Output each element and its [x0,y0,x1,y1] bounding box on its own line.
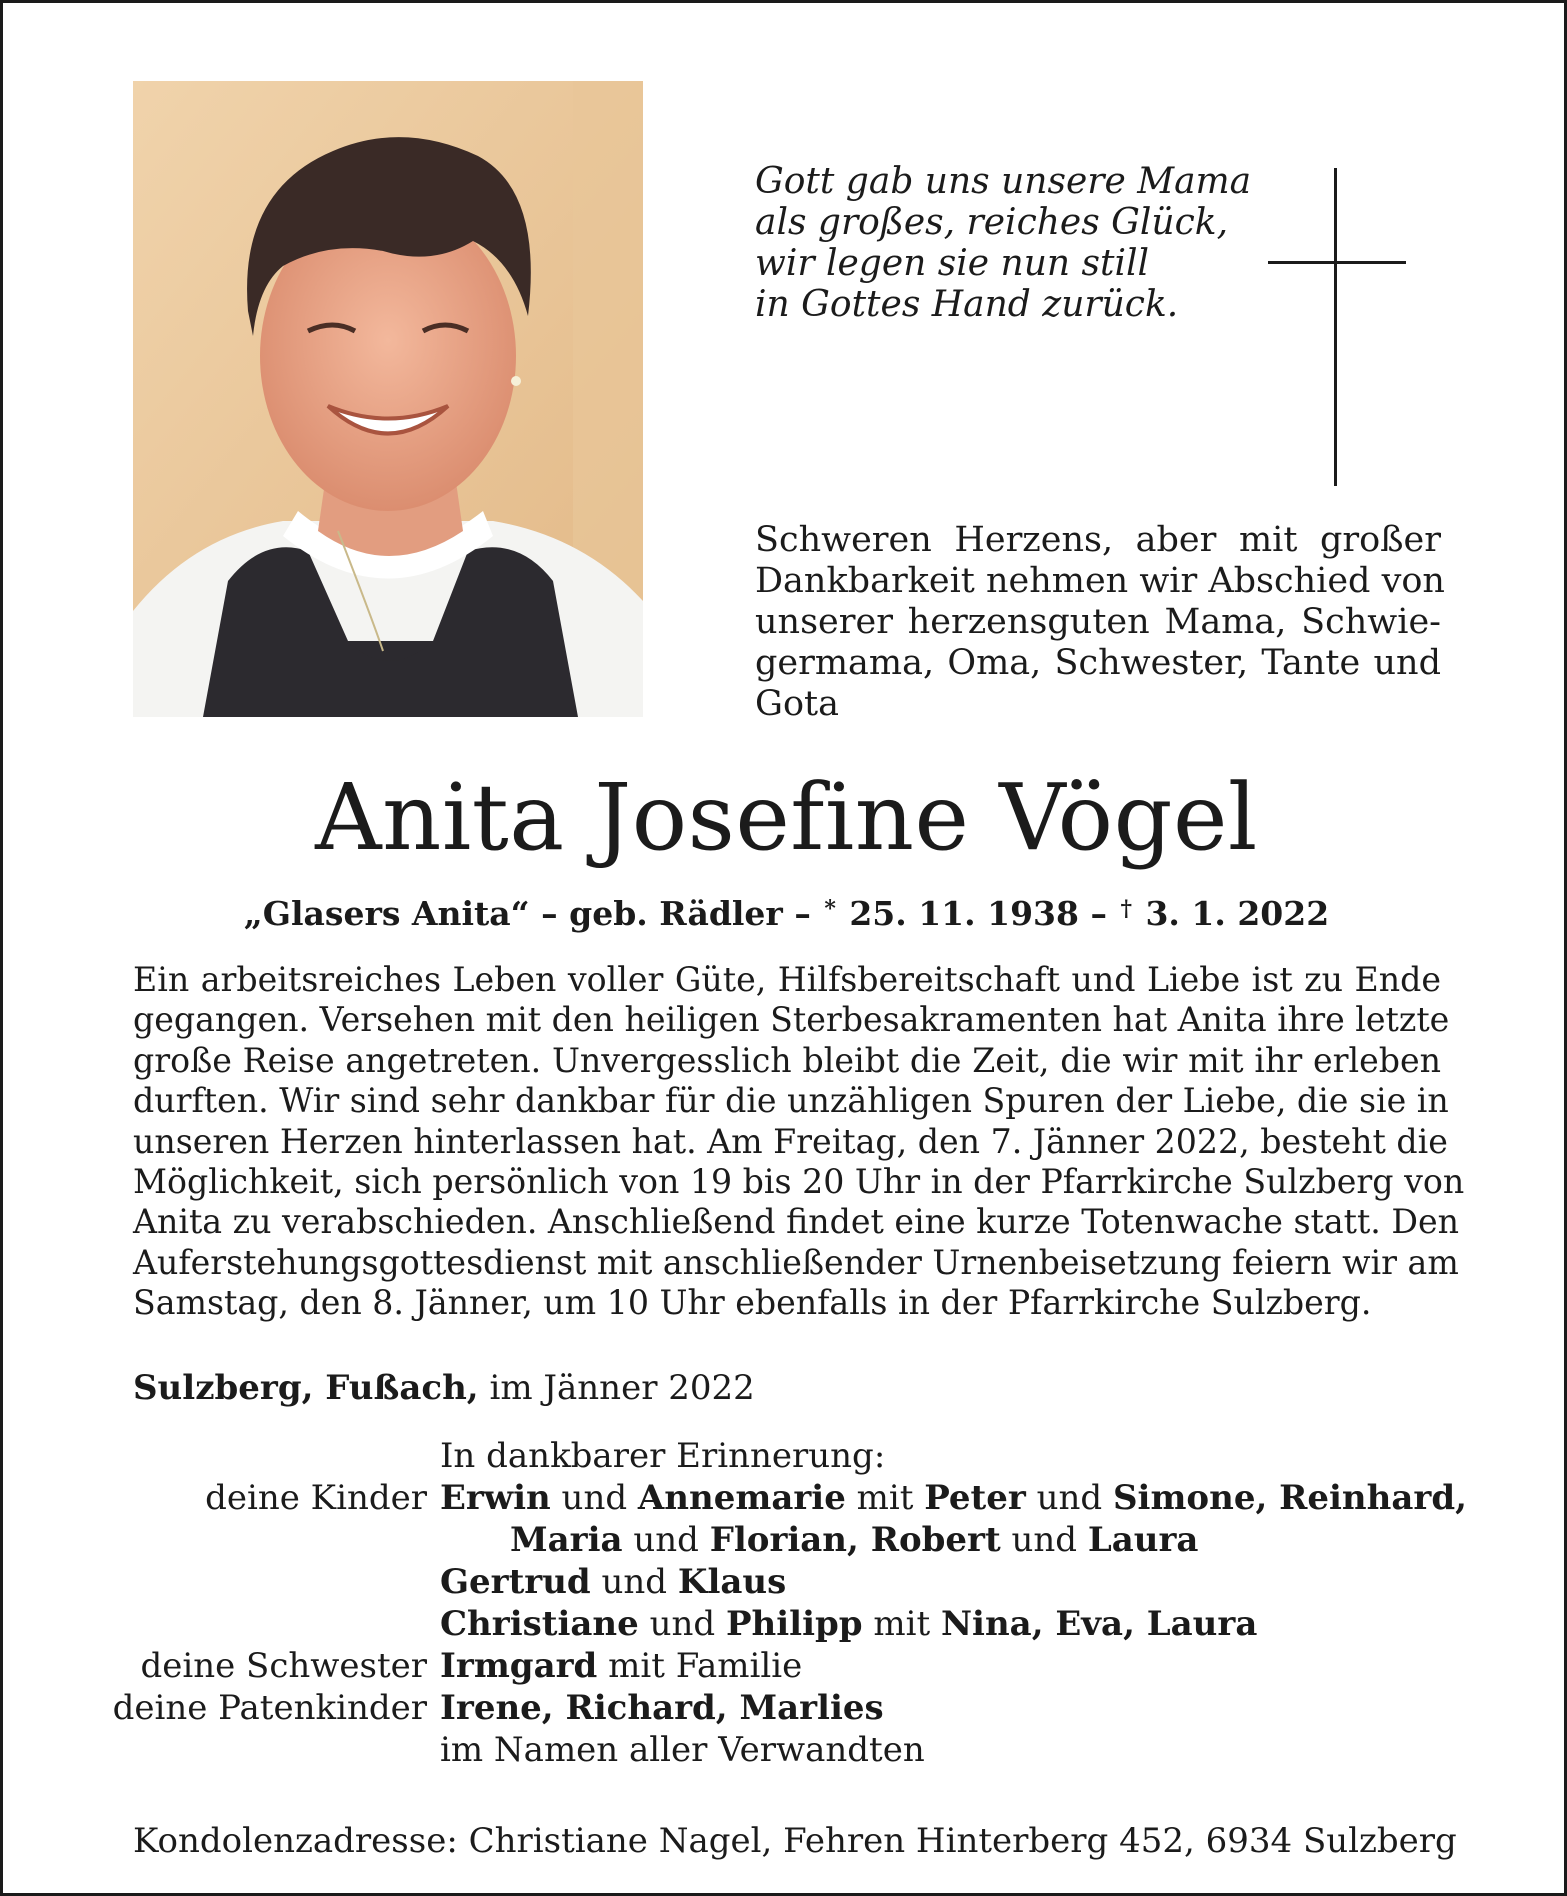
person-name: Laura [1087,1520,1199,1560]
family-heading: In dankbarer Erinnerung: [440,1436,886,1476]
cross-horizontal-bar [1268,261,1406,264]
separator-dash: – [529,894,570,933]
relation-names [440,1687,884,1729]
body-line: Möglichkeit, sich persönlich von 19 bis 20 Uhr in der Pfarrkirche Sulzberg von [133,1161,1465,1201]
relation-names [440,1477,1467,1519]
connector-text: und [1000,1520,1088,1560]
poem-line: wir legen sie nun still [755,243,1149,284]
relation-names [440,1645,802,1687]
family-row [3,1561,1567,1603]
cross-icon [1268,168,1408,486]
relation-label: deine Schwester [140,1646,427,1686]
cross-vertical-bar [1334,168,1337,486]
connector-text: und [1025,1478,1113,1518]
poem-line: in Gottes Hand zurück. [755,284,1179,325]
portrait-photo [133,81,643,717]
death-date: 3. 1. 2022 [1133,894,1330,933]
relation-names [440,1603,1257,1645]
person-name: Simone, Reinhard, [1112,1478,1467,1518]
family-row [3,1729,1567,1771]
body-line: durften. Wir sind sehr dankbar für die unzähligen Spuren der Liebe, die sie in [133,1081,1449,1121]
intro-line: Schweren Herzens, aber mit großer [755,520,1441,560]
family-row [3,1645,1567,1687]
connector-text: mit Familie [597,1646,803,1686]
family-row [3,1687,1567,1729]
person-name: Maria [510,1520,623,1560]
separator-dash: – [1078,894,1119,933]
person-name: Gertrud [440,1562,591,1602]
person-name: Florian, Robert [709,1520,1001,1560]
nickname: „Glasers Anita“ [243,894,530,933]
intro-line: Dankbarkeit nehmen wir Abschied von [755,561,1445,601]
born-name: geb. Rädler [569,894,783,933]
closing-line: im Namen aller Verwandten [440,1730,925,1770]
person-name: Philipp [725,1604,863,1644]
person-name: Irene, Richard, Marlies [440,1688,884,1728]
body-line: Samstag, den 8. Jänner, um 10 Uhr ebenfalls in der Pfarrkirche Sulzberg. [133,1283,1372,1323]
connector-text: und [622,1520,710,1560]
connector-text: und [590,1562,678,1602]
date-text: im Jänner 2022 [478,1368,755,1408]
body-line: Anita zu verabschieden. Anschließend findet eine kurze Totenwache statt. Den [133,1202,1460,1242]
place-and-date [133,1367,755,1409]
body-line: große Reise angetreten. Unvergesslich bleibt die Zeit, die wir mit ihr erleben [133,1040,1441,1080]
family-row [3,1603,1567,1645]
intro-line: unserer herzensguten Mama, Schwie- [755,602,1441,642]
body-text [133,960,1465,1324]
body-line: Ein arbeitsreiches Leben voller Güte, Hilfsbereitschaft und Liebe ist zu Ende [133,960,1441,999]
family-row [3,1519,1567,1561]
poem-line: als großes, reiches Glück, [755,202,1229,243]
intro-text [755,520,1445,725]
body-line: Auferstehungsgottesdienst mit anschließender Urnenbeisetzung feiern wir am [133,1242,1459,1282]
connector-text: und [638,1604,726,1644]
person-name: Annemarie [637,1478,846,1518]
place-names: Sulzberg, Fußach, [133,1368,479,1408]
birth-date: 25. 11. 1938 [837,894,1079,933]
deceased-name: Anita Josefine Vögel [315,764,1258,871]
person-name: Irmgard [440,1646,598,1686]
body-line: unseren Herzen hinterlassen hat. Am Freitag, den 7. Jänner 2022, besteht die [133,1121,1448,1161]
separator-dash: – [782,894,823,933]
portrait-image [133,81,643,717]
relation-label: deine Kinder [205,1478,427,1518]
intro-line: Gota [755,684,839,724]
poem-line: Gott gab uns unsere Mama [755,161,1252,202]
person-name: Erwin [440,1478,551,1518]
person-name: Nina, Eva, Laura [940,1604,1258,1644]
intro-line: germama, Oma, Schwester, Tante und [755,643,1441,683]
relation-names [510,1519,1198,1561]
deceased-details [3,887,1567,936]
body-line: gegangen. Versehen mit den heiligen Sterbesakramenten hat Anita ihre letzte [133,1000,1450,1040]
relation-names [440,1561,786,1603]
birth-symbol: * [824,896,836,922]
person-name: Klaus [677,1562,787,1602]
family-row [3,1477,1567,1519]
family-heading-row [3,1435,1567,1477]
death-symbol: † [1120,896,1132,922]
connector-text: mit [862,1604,941,1644]
connector-text: mit [845,1478,925,1518]
condolence-address: Kondolenzadresse: Christiane Nagel, Fehren Hinterberg 452, 6934 Sulzberg [133,1821,1457,1861]
person-name: Peter [924,1478,1026,1518]
relation-label: deine Patenkinder [112,1688,427,1728]
connector-text: und [550,1478,638,1518]
person-name: Christiane [440,1604,639,1644]
poem [755,161,1252,325]
